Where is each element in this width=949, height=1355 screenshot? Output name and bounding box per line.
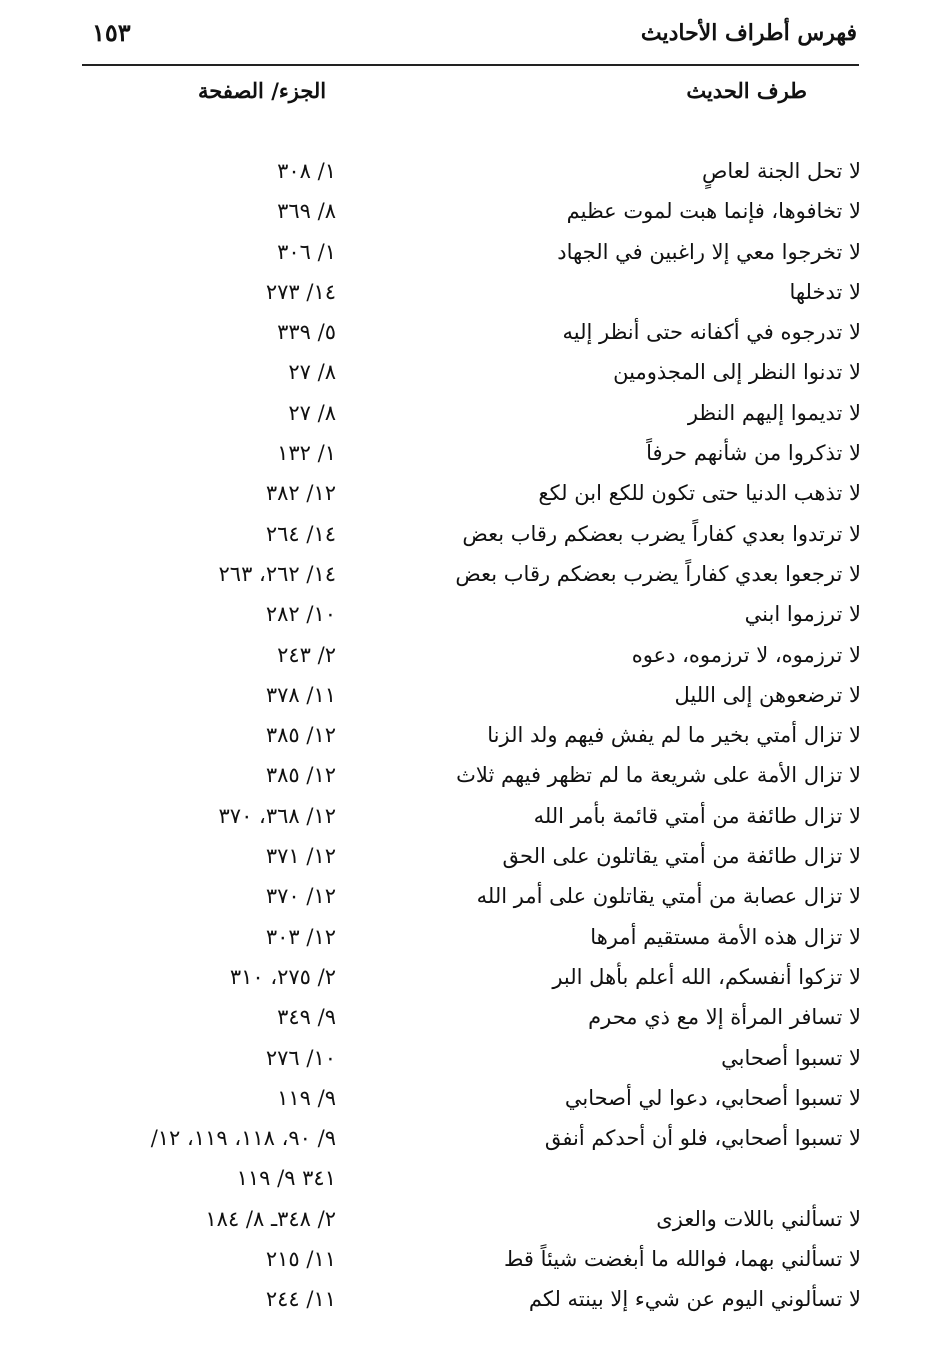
entry-text: لا تزال عصابة من أمتي يقاتلون على أمر الله [476,884,861,909]
index-entry [82,595,861,635]
entry-reference: ٨/ ٢٧ [288,360,336,385]
entry-reference: ٩/ ١١٩ [277,1085,336,1110]
entry-text: لا تسبوا أصحابي، دعوا لي أصحابي [564,1085,861,1110]
entry-text: لا تزال أمتي بخير ما لم يفش فيهم ولد الزنا [487,723,861,748]
index-entry [82,555,861,595]
index-entry [82,233,861,273]
entry-text: لا تخافوها، فإنما هبت لموت عظيم [566,199,861,224]
entry-text: لا تزكوا أنفسكم، الله أعلم بأهل البر [552,964,861,989]
entry-text: لا ترزموه، لا ترزموه، دعوه [631,642,861,667]
entry-reference: ١٠/ ٢٧٦ [265,1045,336,1070]
entry-reference: ١/ ١٣٢ [277,441,336,466]
entry-reference: ٨/ ٢٧ [288,400,336,425]
entry-text: لا تزال طائفة من أمتي قائمة بأمر الله [533,803,861,828]
index-entry [82,313,861,353]
index-entry [82,1039,861,1079]
entry-reference: ١/ ٣٠٦ [277,239,336,264]
index-entry [82,394,861,434]
entry-reference: ١٤/ ٢٦٤ [265,521,336,546]
entry-text: لا تخرجوا معي إلا راغبين في الجهاد [557,239,861,264]
index-entry [82,1280,861,1320]
entry-text: لا تدنوا النظر إلى المجذومين [613,360,861,385]
index-entry [82,797,861,837]
entry-text: لا تسألوني اليوم عن شيء إلا بينته لكم [528,1287,861,1312]
index-entry [82,1119,861,1159]
entry-text: لا تسألني باللات والعزى [656,1206,861,1231]
entry-reference: ٢/ ٢٧٥، ٣١٠ [229,964,336,989]
entry-reference: ١١/ ٣٧٨ [265,682,336,707]
page-number: ١٥٣ [92,18,131,47]
entry-text: لا تسبوا أصحابي، فلو أن أحدكم أنفق [544,1126,861,1151]
entry-text: لا تزال الأمة على شريعة ما لم تظهر فيهم ثلاث [456,763,861,788]
entry-text: لا ترجعوا بعدي كفاراً يضرب بعضكم رقاب بعض [455,561,861,586]
entry-text: لا ترضعوهن إلى الليل [674,682,861,707]
entry-reference: ٩/ ٩٠، ١١٨، ١١٩، ١٢/ [150,1126,336,1151]
entry-reference: ٢/ ٣٤٨ـ ٨/ ١٨٤ [205,1206,336,1231]
entry-reference: ١/ ٣٠٨ [277,159,336,183]
index-entry [82,636,861,676]
entry-text: لا تذهب الدنيا حتى تكون للكع ابن لكع [538,481,861,506]
index-entry [82,1159,861,1199]
index-entry [82,756,861,796]
entry-reference: ١٢/ ٣٨٥ [265,723,336,748]
entry-text: لا تذكروا من شأنهم حرفاً [646,441,861,466]
entry-reference: ١٢/ ٣٠٣ [265,924,336,949]
index-entry [82,273,861,313]
column-header-reference: الجزء/ الصفحة [198,78,327,103]
index-entry [82,192,861,232]
entry-text: لا تحل الجنة لعاصٍ [701,159,861,183]
index-entry [82,998,861,1038]
index-entry [82,1079,861,1119]
entry-reference: ١٢/ ٣٨٢ [265,481,336,506]
entry-text: لا تسافر المرأة إلا مع ذي محرم [588,1005,861,1030]
entry-reference: ١٢/ ٣٨٥ [265,763,336,788]
index-entries [82,152,861,1321]
column-header-hadith: طرف الحديث [686,78,807,103]
entry-text: لا تسألني بهما، فوالله ما أبغضت شيئاً قط [503,1247,861,1272]
entry-reference: ١١/ ٢١٥ [265,1247,336,1272]
entry-text: لا تدخلها [789,279,861,304]
entry-reference: ٢/ ٢٤٣ [277,642,336,667]
entry-text: لا تزال هذه الأمة مستقيم أمرها [590,924,861,949]
index-entry [82,1240,861,1280]
entry-text: لا تدرجوه في أكفانه حتى أنظر إليه [562,320,861,345]
index-entry [82,1200,861,1240]
entry-reference: ١٢/ ٣٧١ [265,844,336,869]
entry-reference: ٩/ ٣٤٩ [277,1005,336,1030]
index-entry [82,474,861,514]
entry-reference: ٣٤١ ٩/ ١١٩ [236,1166,336,1191]
index-entry [82,918,861,958]
entry-reference: ١٤/ ٢٧٣ [265,279,336,304]
entry-text: لا تديموا إليهم النظر [687,400,861,425]
running-title: فهرس أطراف الأحاديث [640,20,857,46]
index-entry [82,434,861,474]
index-entry [82,877,861,917]
entry-text: لا تسبوا أصحابي [721,1045,861,1070]
entry-reference: ٨/ ٣٦٩ [277,199,336,224]
index-entry [82,837,861,877]
entry-reference: ٥/ ٣٣٩ [277,320,336,345]
index-entry [82,515,861,555]
entry-reference: ١٠/ ٢٨٢ [265,602,336,627]
entry-reference: ١١/ ٢٤٤ [265,1287,336,1312]
entry-text: لا ترتدوا بعدي كفاراً يضرب بعضكم رقاب بعض [462,521,861,546]
index-entry [82,676,861,716]
header-rule [82,64,859,66]
index-entry [82,958,861,998]
entry-reference: ١٢/ ٣٧٠ [265,884,336,909]
index-entry [82,152,861,192]
index-entry [82,716,861,756]
entry-text: لا تزال طائفة من أمتي يقاتلون على الحق [502,844,861,869]
entry-reference: ١٤/ ٢٦٢، ٢٦٣ [218,561,336,586]
entry-text: لا ترزموا ابني [744,602,861,627]
index-entry [82,353,861,393]
entry-reference: ١٢/ ٣٦٨، ٣٧٠ [218,803,336,828]
